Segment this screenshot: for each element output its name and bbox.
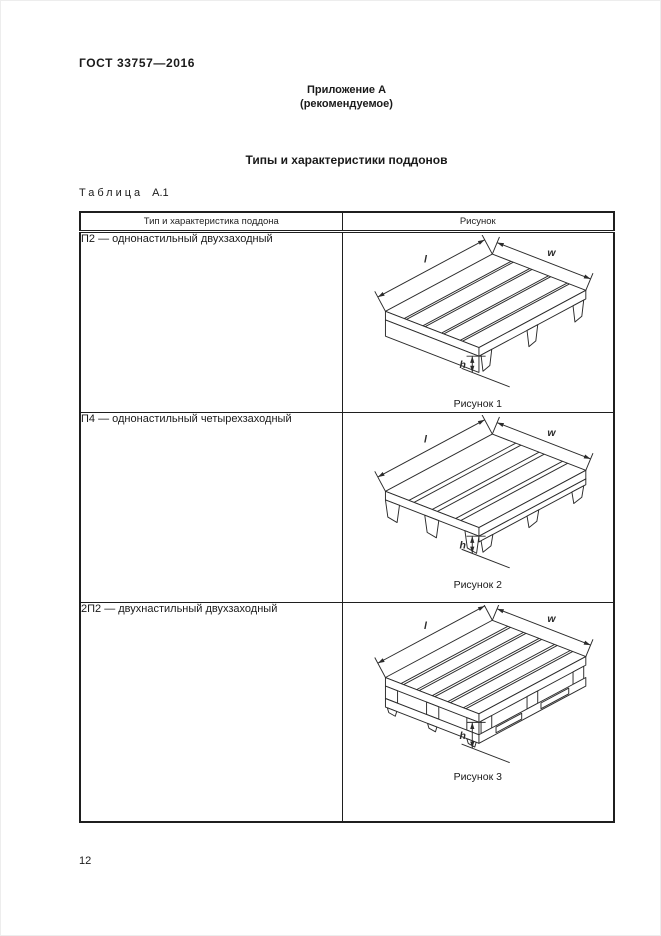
annex-heading bbox=[79, 83, 614, 111]
standard-number: ГОСТ 33757—2016 bbox=[79, 56, 196, 70]
pallet-types-table bbox=[79, 211, 615, 823]
table-header-row bbox=[80, 212, 614, 232]
table-number: А.1 bbox=[152, 187, 169, 199]
svg-text:h: h bbox=[459, 360, 466, 372]
svg-text:l: l bbox=[423, 434, 427, 446]
table-row bbox=[80, 603, 614, 822]
figure-caption: Рисунок 2 bbox=[453, 578, 502, 591]
svg-text:w: w bbox=[547, 247, 556, 259]
pallet-drawing-1 bbox=[353, 235, 603, 395]
svg-text:w: w bbox=[547, 614, 556, 626]
column-header-type: Тип и характеристика поддона bbox=[80, 212, 342, 232]
svg-text:h: h bbox=[459, 540, 466, 552]
pallet-drawing-3 bbox=[353, 605, 603, 767]
figure-cell bbox=[342, 413, 614, 603]
svg-text:l: l bbox=[423, 254, 427, 266]
pallet-type-text: 2П2 — двухнастильный двухзаходный bbox=[80, 603, 342, 822]
svg-text:h: h bbox=[459, 731, 466, 743]
figure-cell bbox=[342, 603, 614, 822]
figure-cell bbox=[342, 232, 614, 413]
figure-caption: Рисунок 3 bbox=[453, 770, 502, 783]
table-row bbox=[80, 413, 614, 603]
table-word: Таблица bbox=[79, 187, 144, 199]
table-label bbox=[79, 187, 614, 200]
annex-label: Приложение А bbox=[306, 84, 387, 96]
svg-text:l: l bbox=[423, 621, 427, 633]
annex-note: (рекомендуемое) bbox=[300, 98, 393, 110]
table-row bbox=[80, 232, 614, 413]
svg-text:w: w bbox=[547, 428, 556, 440]
page-number: 12 bbox=[79, 854, 92, 867]
pallet-type-text: П4 — однонастильный четырехзаходный bbox=[80, 413, 342, 603]
pallet-type-text: П2 — однонастильный двухзаходный bbox=[80, 232, 342, 413]
figure-caption: Рисунок 1 bbox=[453, 398, 502, 411]
pallet-drawing-2 bbox=[353, 415, 603, 575]
column-header-figure: Рисунок bbox=[342, 212, 614, 232]
section-title: Типы и характеристики поддонов bbox=[245, 153, 448, 167]
